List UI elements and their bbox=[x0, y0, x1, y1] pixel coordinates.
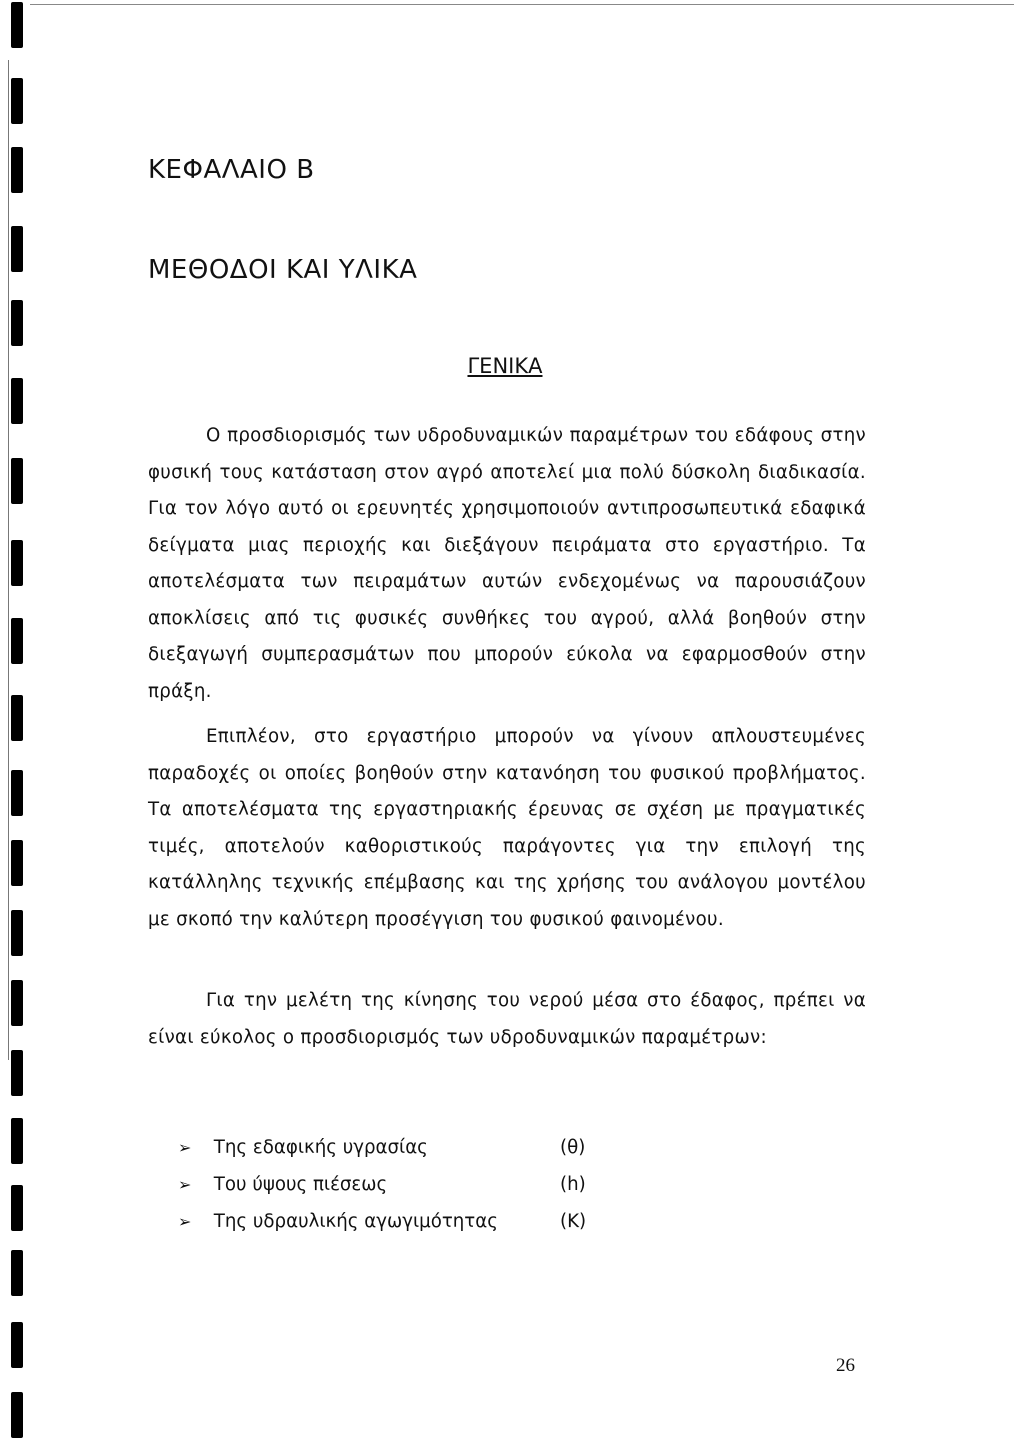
paragraph-intro: Ο προσδιορισμός των υδροδυναμικών παραμέτρων του εδάφους στην φυσική τους κατάσταση στον αγρό αποτελεί μια πολύ δύσκολη διαδικασία. Για τον λόγο αυτό οι ερευνητές χρησιμοποιούν αντιπροσωπευτικά εδαφικά δείγματα μιας περιοχής και διεξάγουν πειράματα στο εργαστήριο. Τα αποτελέσματα των πειραμάτων αυτών ενδεχομένως να παρουσιάζουν αποκλίσεις από τις φυσικές συνθήκες του αγρού, αλλά βοηθούν στην διεξαγωγή συμπερασμάτων που μπορούν εύκολα να εφαρμοσθούν στην πράξη. bbox=[148, 425, 866, 702]
arrow-bullet-icon: ➢ bbox=[178, 1212, 192, 1231]
binding-hole bbox=[11, 1250, 23, 1296]
arrow-bullet-icon: ➢ bbox=[178, 1175, 192, 1194]
parameter-symbol: (Κ) bbox=[560, 1211, 587, 1232]
binding-hole bbox=[11, 1050, 23, 1096]
binding-margin bbox=[0, 0, 40, 1447]
binding-hole bbox=[11, 770, 23, 816]
parameter-label: Του ύψους πιέσεως bbox=[213, 1174, 388, 1195]
binding-hole bbox=[11, 980, 23, 1026]
parameter-symbol: (h) bbox=[560, 1174, 586, 1195]
list-item bbox=[178, 1166, 586, 1203]
list-item bbox=[178, 1129, 586, 1166]
binding-hole bbox=[11, 458, 23, 504]
binding-hole bbox=[11, 910, 23, 956]
paragraph-water-movement: Για την μελέτη της κίνησης του νερού μέσα στο έδαφος, πρέπει να είναι εύκολος ο προσδιορισμός των υδροδυναμικών παραμέτρων: bbox=[148, 990, 866, 1048]
arrow-bullet-icon: ➢ bbox=[178, 1138, 192, 1157]
binding-hole bbox=[11, 618, 23, 664]
binding-hole bbox=[11, 2, 23, 48]
list-item bbox=[178, 1203, 587, 1240]
chapter-title: ΚΕΦΑΛΑΙΟ Β bbox=[148, 155, 315, 185]
binding-hole bbox=[11, 1118, 23, 1164]
binding-hole bbox=[11, 226, 23, 272]
binding-hole bbox=[11, 378, 23, 424]
binding-hole bbox=[11, 78, 23, 124]
binding-hole bbox=[11, 147, 23, 193]
parameter-list bbox=[178, 1129, 587, 1240]
parameter-label: Της υδραυλικής αγωγιμότητας bbox=[213, 1211, 498, 1232]
parameter-label: Της εδαφικής υγρασίας bbox=[213, 1137, 428, 1158]
parameter-symbol: (θ) bbox=[560, 1137, 586, 1158]
section-title: ΜΕΘΟΔΟΙ ΚΑΙ ΥΛΙΚΑ bbox=[148, 255, 418, 285]
page-number: 26 bbox=[836, 1355, 855, 1376]
binding-hole bbox=[11, 1392, 23, 1438]
binding-hole bbox=[11, 300, 23, 346]
binding-hole bbox=[11, 540, 23, 586]
binding-hole bbox=[11, 1322, 23, 1368]
subheading-general: ΓΕΝΙΚΑ bbox=[467, 354, 543, 378]
paragraph-lab-assumptions: Επιπλέον, στο εργαστήριο μπορούν να γίνουν απλουστευμένες παραδοχές οι οποίες βοηθούν στην κατανόηση του φυσικού προβλήματος. Τα αποτελέσματα της εργαστηριακής έρευνας σε σχέση με πραγματικές τιμές, αποτελούν καθοριστικούς παράγοντες για την επιλογή της κατάλληλης τεχνικής επέμβασης και της χρήσης του ανάλογου μοντέλου με σκοπό την καλύτερη προσέγγιση του φυσικού φαινομένου. bbox=[148, 726, 866, 930]
scan-top-edge bbox=[30, 4, 1014, 5]
binding-hole bbox=[11, 840, 23, 886]
binding-hole bbox=[11, 1185, 23, 1231]
binding-line bbox=[8, 60, 9, 1060]
binding-hole bbox=[11, 695, 23, 741]
